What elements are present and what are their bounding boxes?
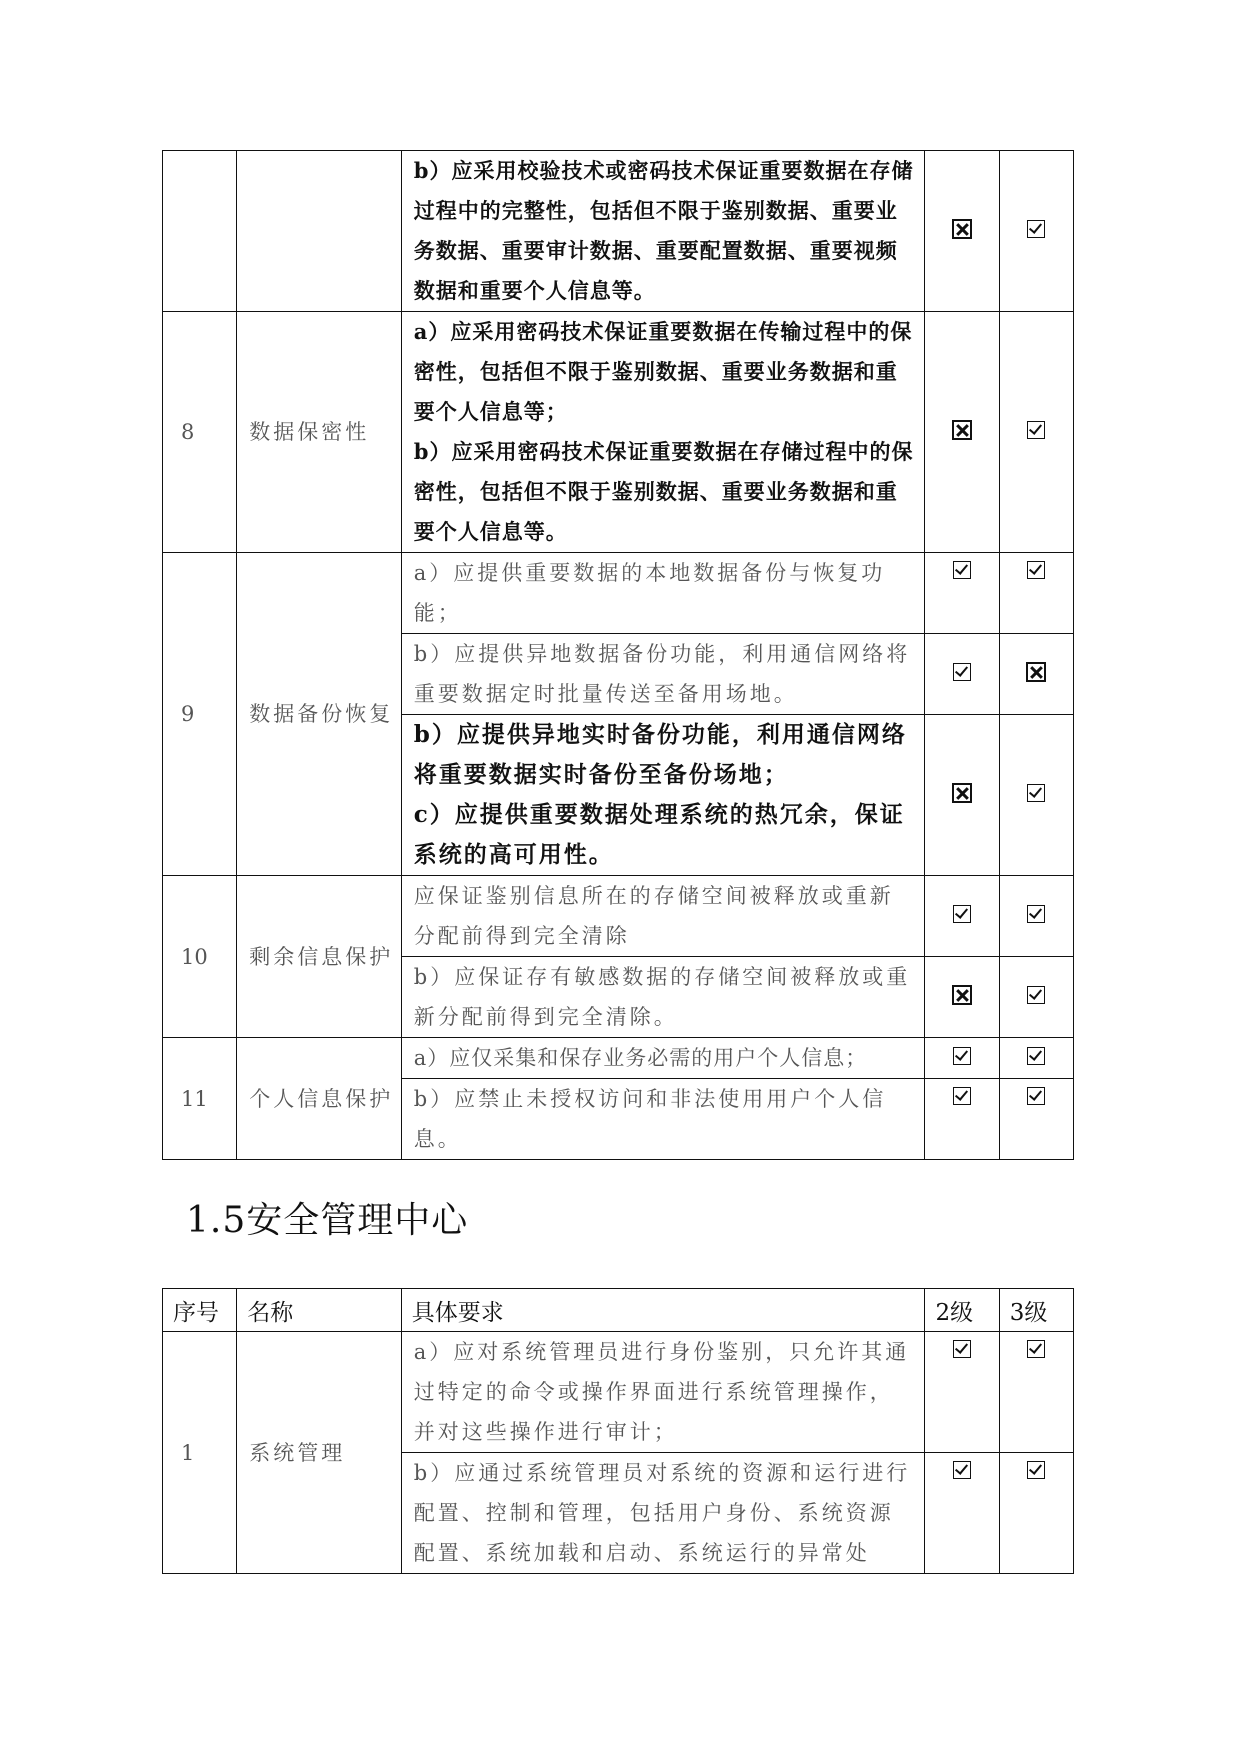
checked-box-icon bbox=[1027, 220, 1045, 238]
crossed-box-icon bbox=[1026, 662, 1046, 682]
requirement-text: b）应采用校验技术或密码技术保证重要数据在存储过程中的完整性，包括但不限于鉴别数据、重要业务数据、重要审计数据、重要配置数据、重要视频数据和重要个人信息等。 bbox=[401, 151, 925, 312]
checked-box-icon bbox=[953, 1087, 971, 1105]
requirement-text: a）应采用密码技术保证重要数据在传输过程中的保密性，包括但不限于鉴别数据、重要业务数据和重要个人信息等； bbox=[413, 319, 913, 424]
level2-cell bbox=[925, 1332, 999, 1453]
level2-cell bbox=[925, 1038, 999, 1079]
checked-box-icon bbox=[953, 1461, 971, 1479]
requirement-text: b）应通过系统管理员对系统的资源和运行进行配置、控制和管理，包括用户身份、系统资源配置、系统加载和启动、系统运行的异常处 bbox=[401, 1453, 925, 1574]
crossed-box-icon bbox=[952, 420, 972, 440]
checked-box-icon bbox=[953, 663, 971, 681]
level3-cell bbox=[999, 1038, 1073, 1079]
requirement-text: a）应仅采集和保存业务必需的用户个人信息； bbox=[401, 1038, 925, 1079]
requirements-table-data-security bbox=[162, 150, 1074, 1160]
row-name: 系统管理 bbox=[237, 1332, 402, 1574]
checked-box-icon bbox=[1027, 421, 1045, 439]
header-requirement: 具体要求 bbox=[401, 1289, 925, 1332]
checked-box-icon bbox=[953, 1340, 971, 1358]
checked-box-icon bbox=[1027, 1087, 1045, 1105]
requirement-cell bbox=[401, 715, 925, 876]
crossed-box-icon bbox=[952, 219, 972, 239]
level3-cell bbox=[999, 957, 1073, 1038]
row-name: 个人信息保护 bbox=[237, 1038, 402, 1160]
checked-box-icon bbox=[953, 561, 971, 579]
row-name: 数据保密性 bbox=[237, 312, 402, 553]
header-num: 序号 bbox=[163, 1289, 237, 1332]
level3-cell bbox=[999, 312, 1073, 553]
requirement-text: 应保证鉴别信息所在的存储空间被释放或重新分配前得到完全清除 bbox=[401, 876, 925, 957]
level2-cell bbox=[925, 957, 999, 1038]
requirement-text: a）应对系统管理员进行身份鉴别，只允许其通过特定的命令或操作界面进行系统管理操作，并对这些操作进行审计； bbox=[401, 1332, 925, 1453]
row-name: 数据备份恢复 bbox=[237, 553, 402, 876]
level2-cell bbox=[925, 1079, 999, 1160]
requirement-cell bbox=[401, 312, 925, 553]
crossed-box-icon bbox=[952, 783, 972, 803]
checked-box-icon bbox=[1027, 1047, 1045, 1065]
table-row bbox=[163, 876, 1074, 957]
table-row bbox=[163, 553, 1074, 634]
requirement-text: c）应提供重要数据处理系统的热冗余，保证系统的高可用性。 bbox=[413, 801, 905, 868]
requirements-table-security-management bbox=[162, 1288, 1074, 1574]
level3-cell bbox=[999, 715, 1073, 876]
header-level3: 3级 bbox=[999, 1289, 1073, 1332]
checked-box-icon bbox=[953, 905, 971, 923]
table-row bbox=[163, 1038, 1074, 1079]
checked-box-icon bbox=[1027, 905, 1045, 923]
checked-box-icon bbox=[1027, 561, 1045, 579]
level3-cell bbox=[999, 151, 1073, 312]
row-number: 9 bbox=[163, 553, 237, 876]
checked-box-icon bbox=[1027, 986, 1045, 1004]
requirement-text: b）应提供异地数据备份功能，利用通信网络将重要数据定时批量传送至备用场地。 bbox=[401, 634, 925, 715]
checked-box-icon bbox=[1027, 1340, 1045, 1358]
level2-cell bbox=[925, 715, 999, 876]
header-name: 名称 bbox=[237, 1289, 402, 1332]
row-number: 8 bbox=[163, 312, 237, 553]
requirement-text: a）应提供重要数据的本地数据备份与恢复功能； bbox=[401, 553, 925, 634]
level3-cell bbox=[999, 1332, 1073, 1453]
level2-cell bbox=[925, 876, 999, 957]
table-row bbox=[163, 151, 1074, 312]
row-number bbox=[163, 151, 237, 312]
crossed-box-icon bbox=[952, 985, 972, 1005]
header-level2: 2级 bbox=[925, 1289, 999, 1332]
row-number: 1 bbox=[163, 1332, 237, 1574]
requirement-text: b）应采用密码技术保证重要数据在存储过程中的保密性，包括但不限于鉴别数据、重要业务数据和重要个人信息等。 bbox=[413, 439, 914, 544]
row-name: 剩余信息保护 bbox=[237, 876, 402, 1038]
requirement-text: b）应禁止未授权访问和非法使用用户个人信息。 bbox=[401, 1079, 925, 1160]
table-row bbox=[163, 312, 1074, 553]
level2-cell bbox=[925, 151, 999, 312]
level3-cell bbox=[999, 553, 1073, 634]
table-row bbox=[163, 1332, 1074, 1453]
requirement-text: b）应保证存有敏感数据的存储空间被释放或重新分配前得到完全清除。 bbox=[401, 957, 925, 1038]
level3-cell bbox=[999, 634, 1073, 715]
checked-box-icon bbox=[953, 1047, 971, 1065]
level3-cell bbox=[999, 1453, 1073, 1574]
table-header-row bbox=[163, 1289, 1074, 1332]
checked-box-icon bbox=[1027, 784, 1045, 802]
level2-cell bbox=[925, 634, 999, 715]
row-number: 11 bbox=[163, 1038, 237, 1160]
row-number: 10 bbox=[163, 876, 237, 1038]
level2-cell bbox=[925, 553, 999, 634]
row-name bbox=[237, 151, 402, 312]
requirement-text: b）应提供异地实时备份功能，利用通信网络将重要数据实时备份至备份场地； bbox=[413, 721, 907, 788]
checked-box-icon bbox=[1027, 1461, 1045, 1479]
level3-cell bbox=[999, 1079, 1073, 1160]
level2-cell bbox=[925, 312, 999, 553]
level2-cell bbox=[925, 1453, 999, 1574]
level3-cell bbox=[999, 876, 1073, 957]
section-heading: 1.5安全管理中心 bbox=[186, 1200, 469, 1241]
